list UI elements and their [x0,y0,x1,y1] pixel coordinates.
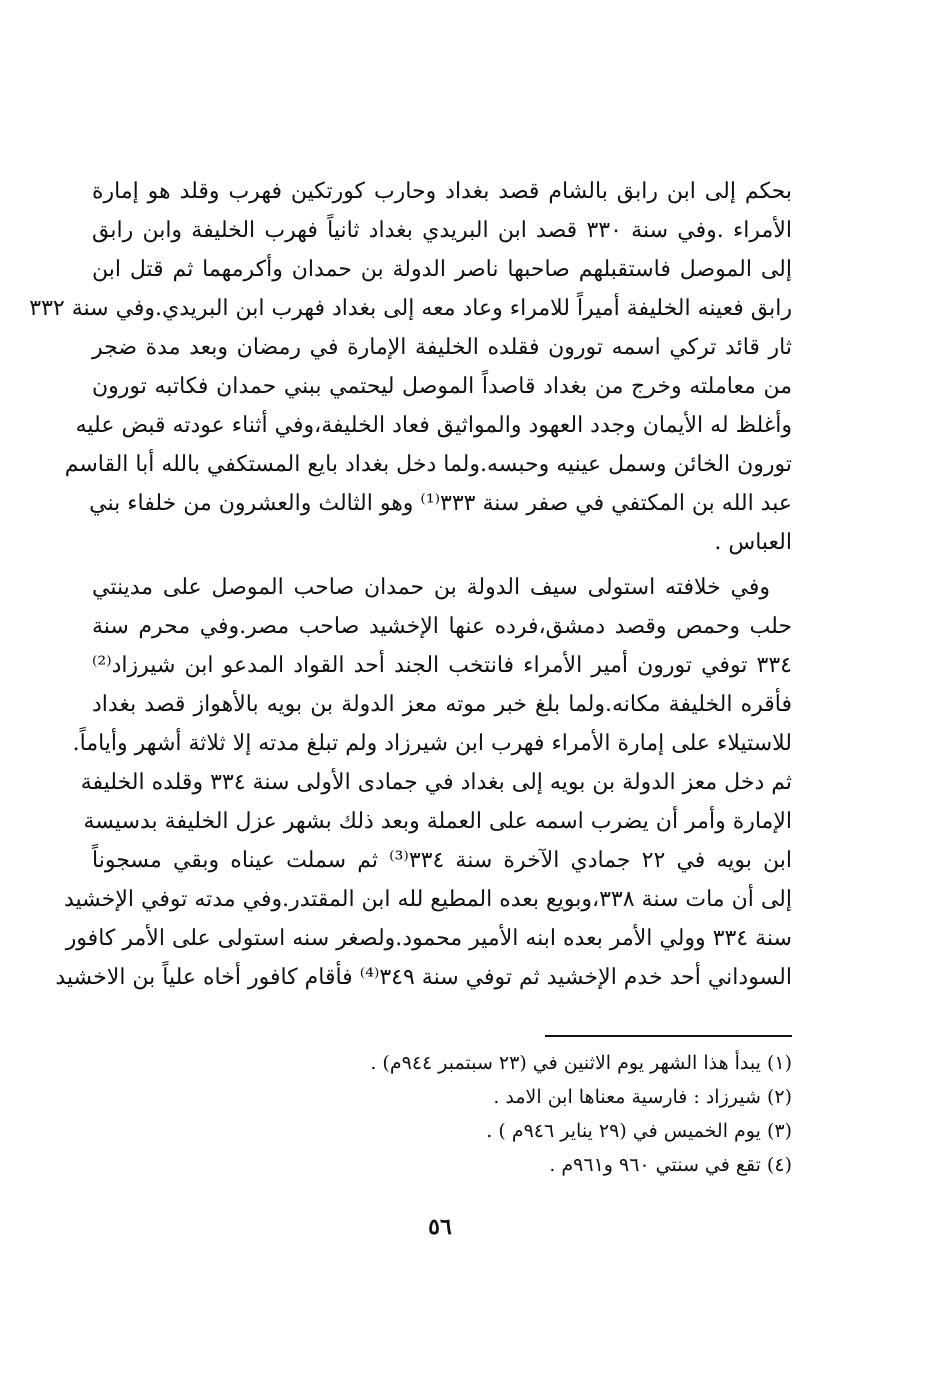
footnotes [300,1046,792,1182]
text-line: إلى أن مات سنة ٣٣٨،وبويع بعده المطيع لله ابن المقتدر.وفي مدته توفي الإخشيد [63,887,792,912]
text-line: عبد الله بن المكتفي في صفر سنة ٣٣٣⁽¹⁾ وهو الثالث والعشرون من خلفاء بني [89,491,792,516]
text-line: ثار قائد تركي اسمه تورون فقلده الخليفة الإمارة في رمضان وبعد مدة ضجر [92,335,792,360]
footnote: (٣) يوم الخميس في (٢٩ يناير ٩٤٦م ) . [486,1120,792,1142]
footnote: (٢) شيرزاد : فارسية معناها ابن الامد . [493,1086,792,1108]
text-line: حلب وحمص وقصد دمشق،فرده عنها الإخشيد صاحب مصر.وفي محرم سنة [92,614,792,639]
text-line: العباس . [714,530,792,555]
text-line: ابن بويه في ٢٢ جمادي الآخرة سنة ٣٣٤⁽³⁾ ثم سملت عيناه وبقي مسجوناً [92,848,792,873]
text-line: الإمارة وأمر أن يضرب اسمه على العملة وبعد ذلك بشهر عزل الخليفة بدسيسة [83,809,792,834]
text-line: من معاملته وخرج من بغداد قاصداً الموصل ليحتمي ببني حمدان فكاتبه تورون [92,374,792,399]
text-line: الأمراء .وفي سنة ٣٣٠ قصد ابن البريدي بغداد ثانياً فهرب الخليفة وابن رابق [92,218,793,243]
page-number: ٥٦ [428,1214,452,1240]
main-text [29,172,793,997]
text-line: فأقره الخليفة مكانه.ولما بلغ خبر موته معز الدولة بن بويه بالأهواز قصد بغداد [92,692,792,717]
text-line: ثم دخل معز الدولة بن بويه إلى بغداد في جمادى الأولى سنة ٣٣٤ وقلده الخليفة [80,770,792,795]
text-line: سنة ٣٣٤ وولي الأمر بعده ابنه الأمير محمود.ولصغر سنه استولى على الأمر كافور [65,926,792,951]
text-line: تورون الخائن وسمل عينيه وحبسه.ولما دخل بغداد بايع المستكفي بالله أبا القاسم [64,452,792,477]
text-line: إلى الموصل فاستقبلهم صاحبها ناصر الدولة بن حمدان وأكرمهما ثم قتل ابن [92,257,792,282]
footnote: (١) يبدأ هذا الشهر يوم الاثنين في (٢٣ سبتمبر ٩٤٤م) . [370,1052,792,1074]
text-line: السوداني أحد خدم الإخشيد ثم توفي سنة ٣٤٩⁽⁴⁾ فأقام كافور أخاه علياً بن الاخشيد [55,965,792,990]
footnote: (٤) تقع في سنتي ٩٦٠ و٩٦١م . [549,1154,792,1176]
text-line: للاستيلاء على إمارة الأمراء فهرب ابن شيرزاد ولم تبلغ مدته إلا ثلاثة أشهر وأياماً. [72,731,792,756]
text-line: وفي خلافته استولى سيف الدولة بن حمدان صاحب الموصل على مدينتي [92,575,770,600]
text-line: بحكم إلى ابن رابق بالشام قصد بغداد وحارب كورتكين فهرب وقلد هو إمارة [92,179,792,204]
footnote-separator [545,1035,792,1037]
text-line: رابق فعينه الخليفة أميراً للامراء وعاد معه إلى بغداد فهرب ابن البريدي.وفي سنة ٣٣٢ [29,296,792,321]
text-line: ٣٣٤ توفي تورون أمير الأمراء فانتخب الجند أحد القواد المدعو ابن شيرزاد⁽²⁾ [92,653,792,678]
text-line: وأغلظ له الأيمان وجدد العهود والمواثيق فعاد الخليفة،وفي أثناء عودته قبض عليه [75,413,792,438]
